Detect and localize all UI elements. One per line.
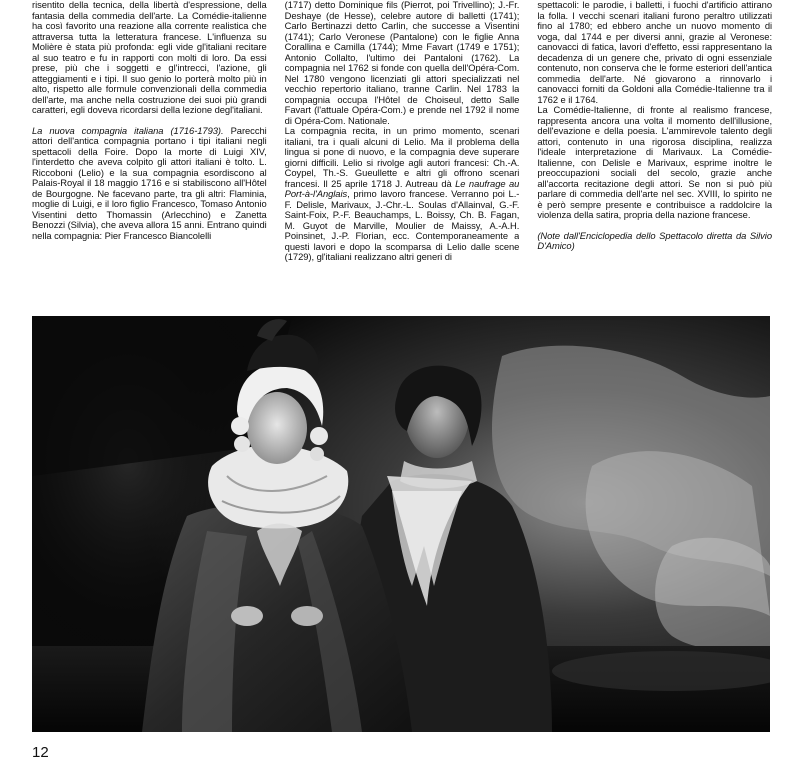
stage-scene-photo: [32, 316, 770, 732]
paragraph: [285, 126, 520, 263]
paragraph: risentito della tecnica, della libertà d'espressione, della fantasia della commedia dell'arte. La Comédie-italienne ha così favorito una reazione alla corrente realistica che attraversa tutta la letteratura francese. L'influenza su Molière è stata più profonda: egli vide gl'italiani recitare al suo teatro e fu in rapporti con molti di loro. Da essi prese, più che i soggetti e gl'intrecci, l'azione, gli atteggiamenti e i tipi. Il suo genio lo porterà molto più in alto, rispetto alle formule convenzionali della commedia dell'arte, ma anche nella costruzione dei suoi più grandi caratteri, egli doveva ricordarsi della lezione degl'italiani.: [32, 0, 267, 115]
paragraph-body: Parecchi attori dell'antica compagnia portano i tipi italiani negli spettacoli della Foire. Dopo la morte di Luigi XIV, l'interdetto che aveva colpito gli attori italiani è tolto. L. Riccoboni (Lelio) e la sua compagnia esordiscono al Palais-Royal il 18 maggio 1716 e si stabiliscono all'Hôtel de Bourgogne. Ne facevano parte, tra gli altri: Flaminia, moglie di Luigi, e il loro figlio Francesco, Tomaso Antonio Visentini detto Thomassin (Arlecchino) e Zanetta Benozzi (Silvia), che aveva allora 15 anni. Entrano quindi nella compagnia: Pier Francesco Biancolelli: [32, 124, 267, 241]
paragraph-body: , primo lavoro francese. Verranno poi L.-F. Delisle, Marivaux, J.-Chr.-L. Soulas d'Allainval, G.-F. Saint-Foix, P.-F. Beauchamps, L. Boissy, Ch. B. Fagan, M. Guyot de Marville, Moulier de Maissy, A.-A.H. Poinsinet, J.-P. Florian, ecc. Contemporaneamente a questi lavori e dopo la scomparsa di Lelio dalle scene (1729), gl'italiani realizzano altri generi di: [284, 188, 520, 262]
section-heading: La nuova compagnia italiana (1716-1793).: [32, 124, 224, 136]
text-column-2: [285, 0, 520, 312]
text-columns: [32, 0, 772, 312]
play-title: Le naufrage au Port-à-l'Anglais: [284, 177, 520, 199]
paragraph: (1717) detto Dominique fils (Pierrot, poi Trivellino); J.-Fr. Deshaye (de Hesse), celebre autore di balletti (1741); Carlo Bertinazzi detto Carlin, che successe a Visentini (1741); Carlo Veronese (Pantalone) con le figlie Anna Corallina e Camilla (1744); Mme Favart (1749 e 1751); Antonio Collalto, l'ultimo dei Pantaloni (1762). La compagnia nel 1762 si fonde con quella dell'Opéra-Com. Nel 1780 vengono licenziati gli attori specializzati nel vecchio repertorio italiano, tranne Carlin. Nel 1783 la compagnia occupa l'Hôtel de Choiseul, detto Salle Favart (l'attuale Opéra-Com.) e prende nel 1792 il nome di Opéra-Com. Nationale.: [284, 0, 520, 126]
paragraph-section: [32, 126, 267, 242]
source-note: (Note dall'Enciclopedia dello Spettacolo diretta da Silvio D'Amico): [537, 229, 773, 251]
text-column-3: [537, 0, 772, 312]
paragraph: La Comédie-Italienne, di fronte al realismo francese, rappresenta ancora una volta il momento dell'illusione, dell'evazione e della poesia. L'ammirevole talento degli attori, contenuto in una rigorosa disciplina, realizza l'ideale interpretazione di Marivaux. La Comédie-Italienne, con Delisle e Marivaux, esprime inoltre le preoccupazioni sociali del secolo, grazie anche all'accorta recitazione degli attori. Se non si può più parlare di commedia dell'arte nel sec. XVIII, lo spirito ne è però sempre presente e contribuisce a raddolcire la violenza della satira, propria della nazione francese.: [537, 104, 773, 220]
paragraph: spettacoli: le parodie, i balletti, i fuochi d'artificio attirano la folla. I vecchi scenari italiani furono peraltro utilizzati fino al 1780; ed ebbero anche un nuovo momento di voga, dal 1744 e per diversi anni, grazie al Veronese: canovacci di fatica, lavori d'effetto, essi rappresentano la decadenza di un genere che, privato di ogni essenziale contenuto, non conserva che le forme esteriori dell'antica commedia dell'arte. Né giovarono a rinnovarlo i canovacci forniti da Goldoni alla Comédie-Italienne tra il 1762 e il 1764.: [537, 0, 773, 105]
paragraph-body: La compagnia recita, in un primo momento, scenari italiani, tra i quali alcuni di Lelio. Ma il problema della lingua si pone di nuovo, e la compagnia deve superare giorni difficili. Lelio si rivolge agli autori francesi: Ch.-A. Coypel, Th.-S. Gueullette e altri gli offrono scenari francesi. Il 25 aprile 1718 J. Autreau dà: [284, 125, 520, 189]
photo-illustration: [32, 316, 770, 732]
page-number: 12: [32, 744, 49, 761]
text-column-1: [32, 0, 267, 312]
